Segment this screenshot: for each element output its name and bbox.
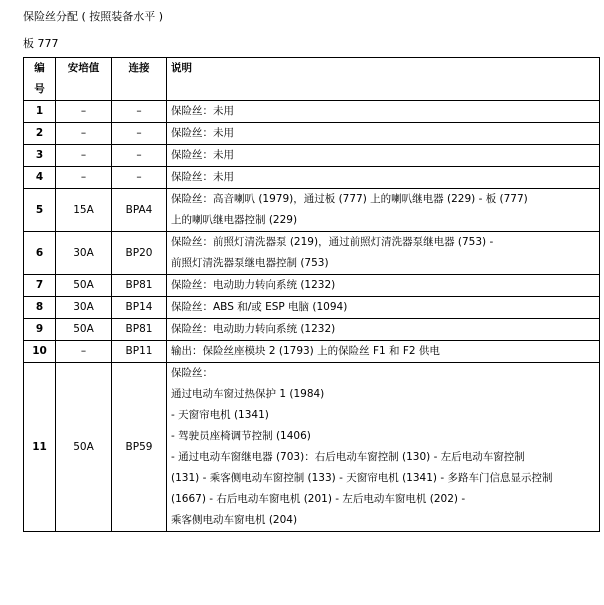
header-number [24, 58, 56, 101]
description-line: - 驾驶员座椅调节控制 (1406) [171, 430, 311, 442]
fuse-amperage: 30A [56, 297, 112, 319]
header-description: 说明 [167, 58, 600, 101]
fuse-connection: BP81 [112, 275, 167, 297]
description-line: 保险丝：ABS 和/或 ESP 电脑 (1094) [171, 301, 348, 313]
fuse-connection: BP20 [112, 232, 167, 275]
fuse-description [167, 167, 600, 189]
fuse-amperage: 15A [56, 189, 112, 232]
fuse-description [167, 189, 600, 232]
description-line: - 天窗帘电机 (1341) [171, 409, 269, 421]
fuse-description [167, 319, 600, 341]
table-row [24, 297, 600, 319]
table-row [24, 341, 600, 363]
description-line: 保险丝： [171, 367, 213, 379]
header-amperage: 安培值 [56, 58, 112, 101]
fuse-number: 5 [24, 189, 56, 232]
fuse-connection: – [112, 123, 167, 145]
table-row [24, 189, 600, 232]
fuse-amperage: – [56, 341, 112, 363]
fuse-connection: BP59 [112, 363, 167, 532]
fuse-amperage: – [56, 123, 112, 145]
fuse-connection: – [112, 145, 167, 167]
description-line: (131) - 乘客侧电动车窗控制 (133) - 天窗帘电机 (1341) - 多路车门信息显示控制 [171, 472, 553, 484]
fuse-connection: – [112, 101, 167, 123]
description-line: 通过电动车窗过热保护 1 (1984) [171, 388, 325, 400]
fuse-number: 3 [24, 145, 56, 167]
fuse-amperage: 50A [56, 363, 112, 532]
description-line: 保险丝：未用 [171, 171, 234, 183]
description-line: 保险丝：前照灯清洗器泵 (219)，通过前照灯清洗器泵继电器 (753) - [171, 236, 494, 248]
fuse-connection: BP11 [112, 341, 167, 363]
fuse-number: 6 [24, 232, 56, 275]
fuse-table [23, 57, 600, 532]
fuse-number: 2 [24, 123, 56, 145]
fuse-connection: BP14 [112, 297, 167, 319]
fuse-description [167, 297, 600, 319]
fuse-amperage: – [56, 167, 112, 189]
description-line: 前照灯清洗器泵继电器控制 (753) [171, 257, 329, 269]
description-line: 保险丝：电动助力转向系统 (1232) [171, 323, 336, 335]
description-line: - 通过电动车窗继电器 (703)：右后电动车窗控制 (130) - 左后电动车窗控制 [171, 451, 525, 463]
fuse-number: 10 [24, 341, 56, 363]
description-line: 保险丝：电动助力转向系统 (1232) [171, 279, 336, 291]
header-number-line2: 号 [34, 83, 45, 95]
fuse-number: 8 [24, 297, 56, 319]
table-row [24, 101, 600, 123]
description-line: 保险丝：未用 [171, 127, 234, 139]
fuse-description [167, 145, 600, 167]
table-row [24, 145, 600, 167]
description-line: (1667) - 右后电动车窗电机 (201) - 左后电动车窗电机 (202) - [171, 493, 466, 505]
header-connection: 连接 [112, 58, 167, 101]
page-title: 保险丝分配 ( 按照装备水平 ) [23, 10, 164, 23]
fuse-description [167, 275, 600, 297]
fuse-amperage: 50A [56, 319, 112, 341]
fuse-description [167, 123, 600, 145]
fuse-description [167, 101, 600, 123]
table-row [24, 363, 600, 532]
header-number-line1: 编 [34, 62, 45, 74]
fuse-number: 11 [24, 363, 56, 532]
table-row [24, 319, 600, 341]
fuse-number: 7 [24, 275, 56, 297]
table-row [24, 232, 600, 275]
fuse-amperage: 30A [56, 232, 112, 275]
fuse-description [167, 232, 600, 275]
table-header-row [24, 58, 600, 101]
fuse-amperage: 50A [56, 275, 112, 297]
fuse-connection: – [112, 167, 167, 189]
description-line: 上的喇叭继电器控制 (229) [171, 214, 298, 226]
fuse-connection: BP81 [112, 319, 167, 341]
fuse-connection: BPA4 [112, 189, 167, 232]
description-line: 保险丝：未用 [171, 105, 234, 117]
table-body [24, 101, 600, 532]
fuse-number: 1 [24, 101, 56, 123]
fuse-amperage: – [56, 101, 112, 123]
table-row [24, 123, 600, 145]
fuse-amperage: – [56, 145, 112, 167]
board-label: 板 777 [23, 37, 59, 50]
table-row [24, 275, 600, 297]
description-line: 输出：保险丝座模块 2 (1793) 上的保险丝 F1 和 F2 供电 [171, 345, 440, 357]
description-line: 保险丝：未用 [171, 149, 234, 161]
fuse-description [167, 341, 600, 363]
description-line: 保险丝：高音喇叭 (1979)，通过板 (777) 上的喇叭继电器 (229) - 板 (777) [171, 193, 528, 205]
table-row [24, 167, 600, 189]
fuse-number: 4 [24, 167, 56, 189]
description-line: 乘客侧电动车窗电机 (204) [171, 514, 298, 526]
fuse-description [167, 363, 600, 532]
fuse-number: 9 [24, 319, 56, 341]
